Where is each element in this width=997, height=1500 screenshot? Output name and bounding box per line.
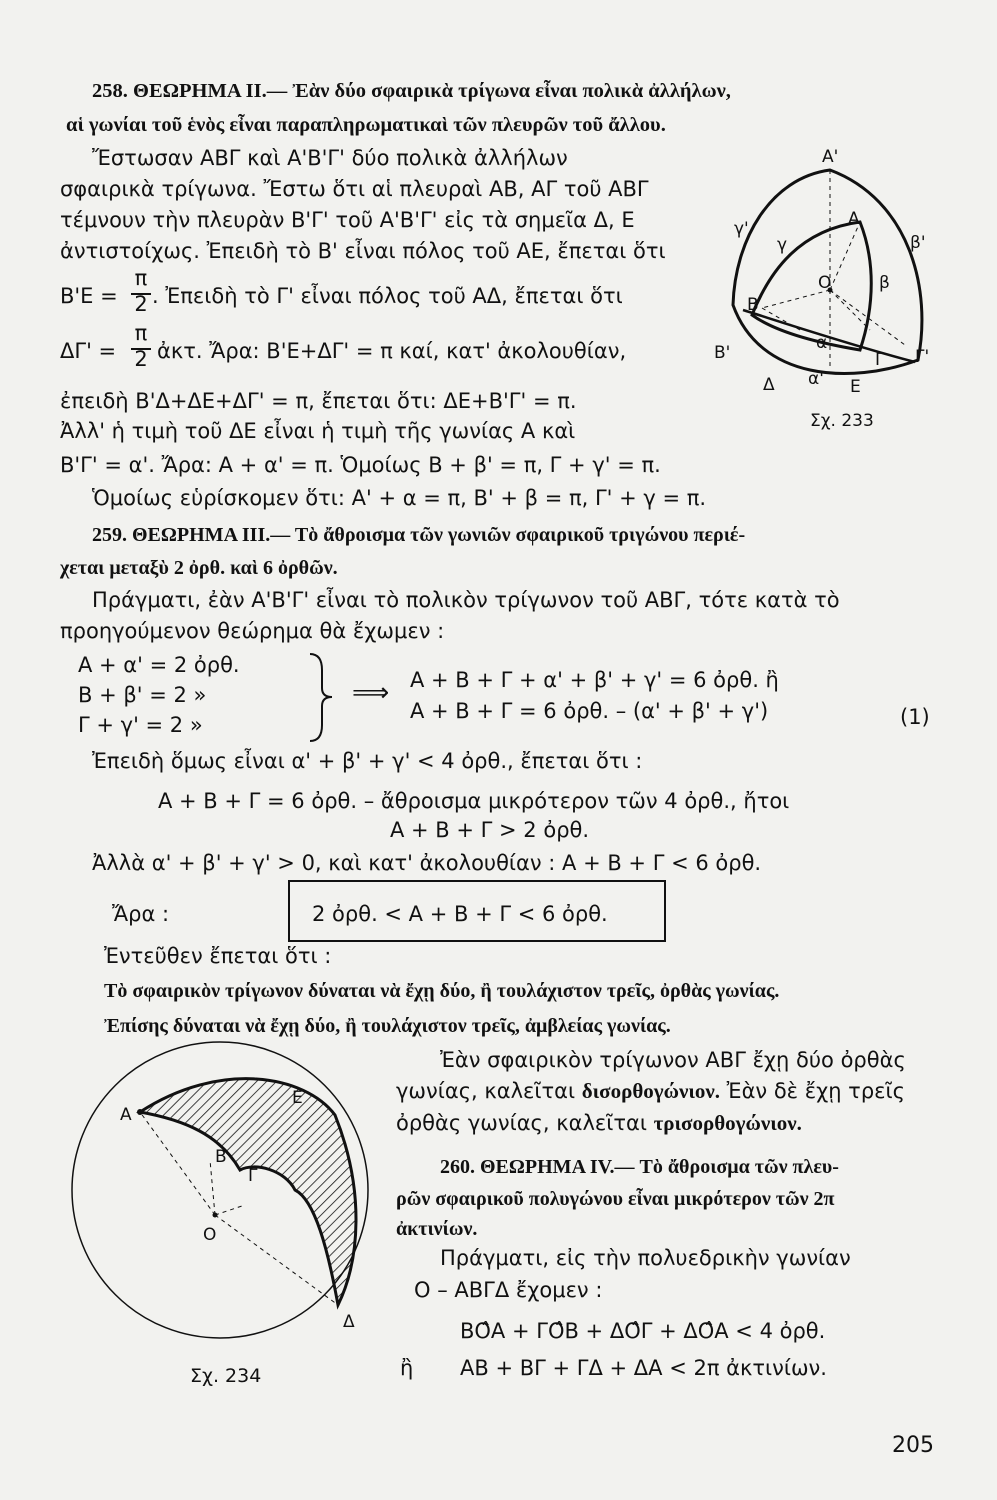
label-b-prime: Β': [714, 343, 731, 363]
bold-statement-1: Τὸ σφαιρικὸν τρίγωνον δύναται νὰ ἔχῃ δύο, ἢ τουλάχιστον τρεῖς, ὀρθὰς γωνίας.: [104, 980, 780, 1002]
theorem-260-heading: 260. ΘΕΩΡΗΜΑ ΙV.— Τὸ ἄθροισμα τῶν πλευ-: [440, 1156, 839, 1178]
text-line: Ὁμοίως εὑρίσκομεν ὅτι: Α' + α = π, Β' + β = π, Γ' + γ = π.: [92, 486, 707, 510]
label-e: Ε: [850, 377, 861, 397]
text-line: τέμνουν τὴν πλευρὰν Β'Γ' τοῦ Α'Β'Γ' εἰς τὰ σημεῖα Δ, Ε: [60, 208, 635, 232]
text-line: Ἀλλ' ἡ τιμὴ τοῦ ΔΕ εἶναι ἡ τιμὴ τῆς γωνίας Α καὶ: [60, 419, 576, 443]
text-line: Α + Β + Γ > 2 ὀρθ.: [390, 818, 590, 842]
page-number: 205: [892, 1433, 934, 1458]
dashed-line: [830, 290, 870, 330]
label-d: Δ: [763, 375, 775, 395]
label-o: Ο: [818, 273, 832, 293]
dashed-line: [830, 222, 860, 290]
label-a-prime: Α': [822, 147, 839, 167]
point-a: [137, 1109, 143, 1115]
label-beta-prime: β': [910, 233, 926, 253]
label-d: Δ: [343, 1312, 355, 1332]
fraction-denominator: 2: [134, 292, 148, 316]
text-line: Β'Γ' = α'. Ἄρα: Α + α' = π. Ὁμοίως Β + β' = π, Γ + γ' = π.: [60, 453, 661, 477]
text-line: [396, 1110, 802, 1136]
system-eq-2: Β + β' = 2 »: [78, 683, 207, 707]
result-eq-2: Α + Β + Γ = 6 ὀρθ. – (α' + β' + γ'): [410, 699, 769, 723]
theorem-258-heading: 258. ΘΕΩΡΗΜΑ ΙΙ.— Ἐὰν δύο σφαιρικὰ τρίγωνα εἶναι πολικὰ ἀλλήλων,: [92, 80, 731, 102]
text-run: Ἐὰν δὲ ἔχῃ τρεῖς: [719, 1079, 905, 1103]
bold-statement-2: Ἐπίσης δύναται νὰ ἔχῃ δύο, ἢ τουλάχιστον τρεῖς, ἀμβλείας γωνίας.: [104, 1015, 671, 1037]
label-g: Γ: [248, 1166, 258, 1186]
theorem-260-heading-cont: ρῶν σφαιρικοῦ πολυγώνου εἶναι μικρότερον τῶν 2π: [396, 1188, 835, 1210]
system-eq-1: Α + α' = 2 ὀρθ.: [78, 653, 240, 677]
text-line: σφαιρικὰ τρίγωνα. Ἔστω ὅτι αἱ πλευραὶ ΑΒ, ΑΓ τοῦ ΑΒΓ: [60, 177, 649, 201]
point-o: [213, 1213, 218, 1218]
label-g: Γ: [875, 350, 885, 370]
system-eq-3: Γ + γ' = 2 »: [78, 713, 203, 737]
angle-inequality: ΒΟ̂Α + ΓΟ̂Β + ΔΟ̂Γ + ΔΟ̂Α < 4 ὀρθ.: [460, 1319, 826, 1343]
dashed-line: [210, 1160, 215, 1215]
text-line: Α + Β + Γ = 6 ὀρθ. – ἄθροισμα μικρότερον τῶν 4 ὀρθ., ἤτοι: [158, 789, 790, 813]
text-line: Ο – ΑΒΓΔ ἔχομεν :: [414, 1278, 603, 1302]
label-a: Α: [848, 209, 860, 229]
ara-label: Ἄρα :: [112, 902, 170, 926]
text-line: Ἔστωσαν ΑΒΓ καὶ Α'Β'Γ' δύο πολικὰ ἀλλήλων: [92, 146, 568, 170]
theorem-260-heading-cont2: ἀκτινίων.: [396, 1218, 478, 1240]
dashed-line: [215, 1205, 245, 1215]
text-line: ἐπειδὴ Β'Δ+ΔΕ+ΔΓ' = π, ἔπεται ὅτι: ΔΕ+Β'Γ' = π.: [60, 389, 577, 413]
label-alpha: α: [816, 333, 828, 353]
label-alpha-prime: α': [808, 369, 824, 389]
term-disorthogonion: δισορθογώνιον.: [581, 1079, 720, 1103]
text-line: Ἐὰν σφαιρικὸν τρίγωνον ΑΒΓ ἔχῃ δύο ὀρθὰς: [440, 1048, 906, 1072]
equation-number: (1): [900, 705, 930, 729]
text-line: Πράγματι, ἐὰν Α'Β'Γ' εἶναι τὸ πολικὸν τρίγωνον τοῦ ΑΒΓ, τότε κατὰ τὸ: [92, 588, 840, 612]
fraction-numerator: π: [134, 321, 148, 345]
right-brace: [300, 650, 340, 745]
equation-be: Β'Ε =: [60, 284, 118, 308]
label-b: Β: [215, 1147, 227, 1167]
side-inequality: ΑΒ + ΒΓ + ΓΔ + ΔΑ < 2π ἀκτινίων.: [460, 1356, 827, 1380]
label-a: Α: [120, 1105, 132, 1125]
label-b: Β: [747, 295, 759, 315]
label-g-prime: Γ': [915, 347, 930, 367]
theorem-259-heading: 259. ΘΕΩΡΗΜΑ ΙΙΙ.— Τὸ ἄθροισμα τῶν γωνιῶν σφαιρικοῦ τριγώνου περιέ-: [92, 524, 746, 546]
label-o: Ο: [203, 1225, 217, 1245]
figure-233: [700, 130, 945, 440]
boxed-result-text: 2 ὀρθ. < Α + Β + Γ < 6 ὀρθ.: [312, 902, 608, 926]
label-gamma: γ: [777, 235, 788, 255]
figure-234-caption: Σχ. 234: [190, 1365, 262, 1387]
text-line: [396, 1078, 905, 1104]
hatched-polygon: [140, 1079, 356, 1305]
term-trisorthogonion: τρισορθογώνιον.: [653, 1111, 802, 1135]
text-line: Ἐντεῦθεν ἔπεται ὅτι :: [104, 944, 332, 968]
implies-arrow: ⟹: [352, 678, 390, 708]
text-line: Πράγματι, εἰς τὴν πολυεδρικὴν γωνίαν: [440, 1246, 851, 1270]
theorem-258-heading-cont: αἱ γωνίαι τοῦ ἑνὸς εἶναι παραπληρωματικαὶ τῶν πλευρῶν τοῦ ἄλλου.: [66, 114, 666, 136]
text-line: . Ἐπειδὴ τὸ Γ' εἶναι πόλος τοῦ ΑΔ, ἔπεται ὅτι: [152, 284, 623, 308]
text-line: Ἐπειδὴ ὅμως εἶναι α' + β' + γ' < 4 ὀρθ., ἔπεται ὅτι :: [92, 749, 643, 773]
text-line: ἀντιστοίχως. Ἐπειδὴ τὸ Β' εἶναι πόλος τοῦ ΑΕ, ἔπεται ὅτι: [60, 239, 666, 263]
figure-233-caption: Σχ. 233: [810, 411, 874, 431]
label-gamma-prime: γ': [734, 219, 749, 239]
eta-label: ἢ: [400, 1356, 414, 1380]
equation-dg: ΔΓ' =: [60, 339, 117, 363]
label-e: Ε: [292, 1088, 303, 1108]
theorem-259-heading-cont: χεται μεταξὺ 2 ὀρθ. καὶ 6 ὀρθῶν.: [60, 557, 338, 579]
result-eq-1: Α + Β + Γ + α' + β' + γ' = 6 ὀρθ. ἢ: [410, 668, 779, 692]
text-line: ἀκτ. Ἄρα: Β'Ε+ΔΓ' = π καί, κατ' ἀκολουθίαν,: [157, 339, 627, 363]
fraction-denominator: 2: [134, 347, 148, 371]
text-run: γωνίας, καλεῖται: [396, 1079, 582, 1103]
text-line: Ἀλλὰ α' + β' + γ' > 0, καὶ κατ' ἀκολουθίαν : Α + Β + Γ < 6 ὀρθ.: [92, 851, 762, 875]
figure-234: [60, 1030, 390, 1390]
label-beta: β: [879, 273, 890, 293]
fraction-numerator: π: [134, 266, 148, 290]
text-run: ὀρθὰς γωνίας, καλεῖται: [396, 1111, 654, 1135]
text-line: προηγούμενον θεώρημα θὰ ἔχωμεν :: [60, 619, 445, 643]
